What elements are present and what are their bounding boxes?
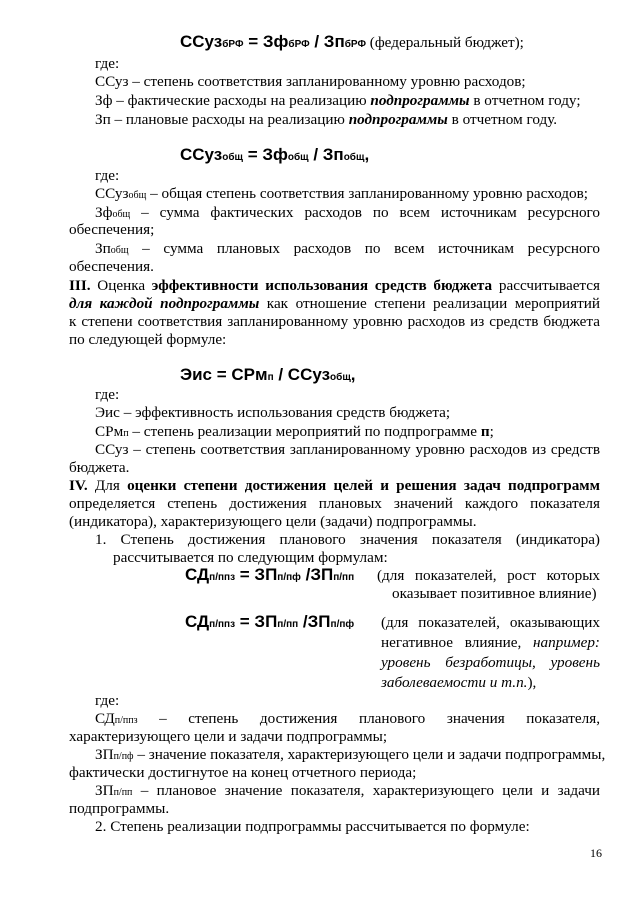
section-iv-heading: IV. Для оценки степени достижения целей и решения задач подпрограмм bbox=[69, 477, 600, 494]
section-iv-line2: определяется степень достижения плановых значений каждого показателя bbox=[69, 495, 600, 512]
formula-positive-note-2: оказывает позитивное влияние) bbox=[392, 585, 597, 602]
definition-ssuz-total: ССузобщ – общая степень соответствия запланированному уровню расходов; bbox=[95, 185, 588, 202]
page-number: 16 bbox=[590, 846, 602, 860]
section-iii-line4: по следующей формуле: bbox=[69, 331, 227, 348]
formula-total: ССузобщ = Зфобщ / Зпобщ, bbox=[180, 145, 370, 164]
formula-negative: СДп/ппз = ЗПп/пп /ЗПп/пф bbox=[185, 612, 355, 631]
section-iv-line3: (индикатора), характеризующего цели (задачи) подпрограммы. bbox=[69, 513, 477, 530]
formula-negative-note-4: заболеваемости и т.п.), bbox=[381, 674, 537, 691]
where-label: где: bbox=[95, 692, 120, 709]
where-label: где: bbox=[95, 386, 120, 403]
definition-ssuz-budget-cont: бюджета. bbox=[69, 459, 130, 476]
item-2: 2. Степень реализации подпрограммы рассчитывается по формуле: bbox=[95, 818, 530, 835]
definition-zp-total: Зпобщ – сумма плановых расходов по всем источникам ресурсного bbox=[95, 240, 600, 257]
section-iii-line3: к степени соответствия запланированному уровню расходов из средств бюджета bbox=[69, 313, 600, 330]
definition-sd-cont: характеризующего цели и задачи подпрограммы; bbox=[69, 728, 388, 745]
where-label: где: bbox=[95, 55, 120, 72]
formula-negative-note-3: уровень безработицы, уровень bbox=[381, 654, 600, 671]
item-1-line1: 1. Степень достижения планового значения показателя (индикатора) bbox=[95, 531, 600, 548]
definition-srm: СРмп – степень реализации мероприятий по подпрограмме п; bbox=[95, 423, 494, 440]
formula-federal: ССузбРФ = ЗфбРФ / ЗпбРФ (федеральный бюджет); bbox=[180, 32, 524, 51]
formula-positive: СДп/ппз = ЗПп/пф /ЗПп/пп bbox=[185, 565, 355, 584]
formula-negative-note-2: негативное влияние, например: bbox=[381, 634, 600, 651]
definition-zp-pf-cont: фактически достигнутое на конец отчетного периода; bbox=[69, 764, 417, 781]
definition-ssuz: ССуз – степень соответствия запланированному уровню расходов; bbox=[95, 73, 526, 90]
formula-negative-note-1: (для показателей, оказывающих bbox=[381, 614, 600, 631]
section-iii-heading: III. Оценка эффективности использования средств бюджета рассчитывается bbox=[69, 277, 600, 294]
formula-efficiency: Эис = СРмп / ССузобщ, bbox=[180, 365, 356, 384]
formula-positive-note-1: (для показателей, рост которых bbox=[377, 567, 600, 584]
definition-zf: Зф – фактические расходы на реализацию подпрограммы в отчетном году; bbox=[95, 92, 581, 109]
definition-zp-pp-cont: подпрограммы. bbox=[69, 800, 170, 817]
definition-zf-total: Зфобщ – сумма фактических расходов по всем источникам ресурсного bbox=[95, 204, 600, 221]
item-1-line2: рассчитывается по следующим формулам: bbox=[113, 549, 388, 566]
definition-ssuz-budget: ССуз – степень соответствия запланированному уровню расходов из средств bbox=[95, 441, 600, 458]
definition-zf-total-cont: обеспечения; bbox=[69, 221, 155, 238]
section-iii-line2: для каждой подпрограммы как отношение степени реализации мероприятий bbox=[69, 295, 601, 312]
definition-zp-pp: ЗПп/пп – плановое значение показателя, характеризующего цели и задачи bbox=[95, 782, 600, 799]
definition-eis: Эис – эффективность использования средств бюджета; bbox=[95, 404, 451, 421]
definition-zp-pf: ЗПп/пф – значение показателя, характеризующего цели и задачи подпрограммы, bbox=[95, 746, 606, 763]
definition-zp: Зп – плановые расходы на реализацию подпрограммы в отчетном году. bbox=[95, 111, 558, 128]
definition-sd: СДп/ппз – степень достижения планового значения показателя, bbox=[95, 710, 600, 727]
definition-zp-total-cont: обеспечения. bbox=[69, 258, 154, 275]
where-label: где: bbox=[95, 167, 120, 184]
